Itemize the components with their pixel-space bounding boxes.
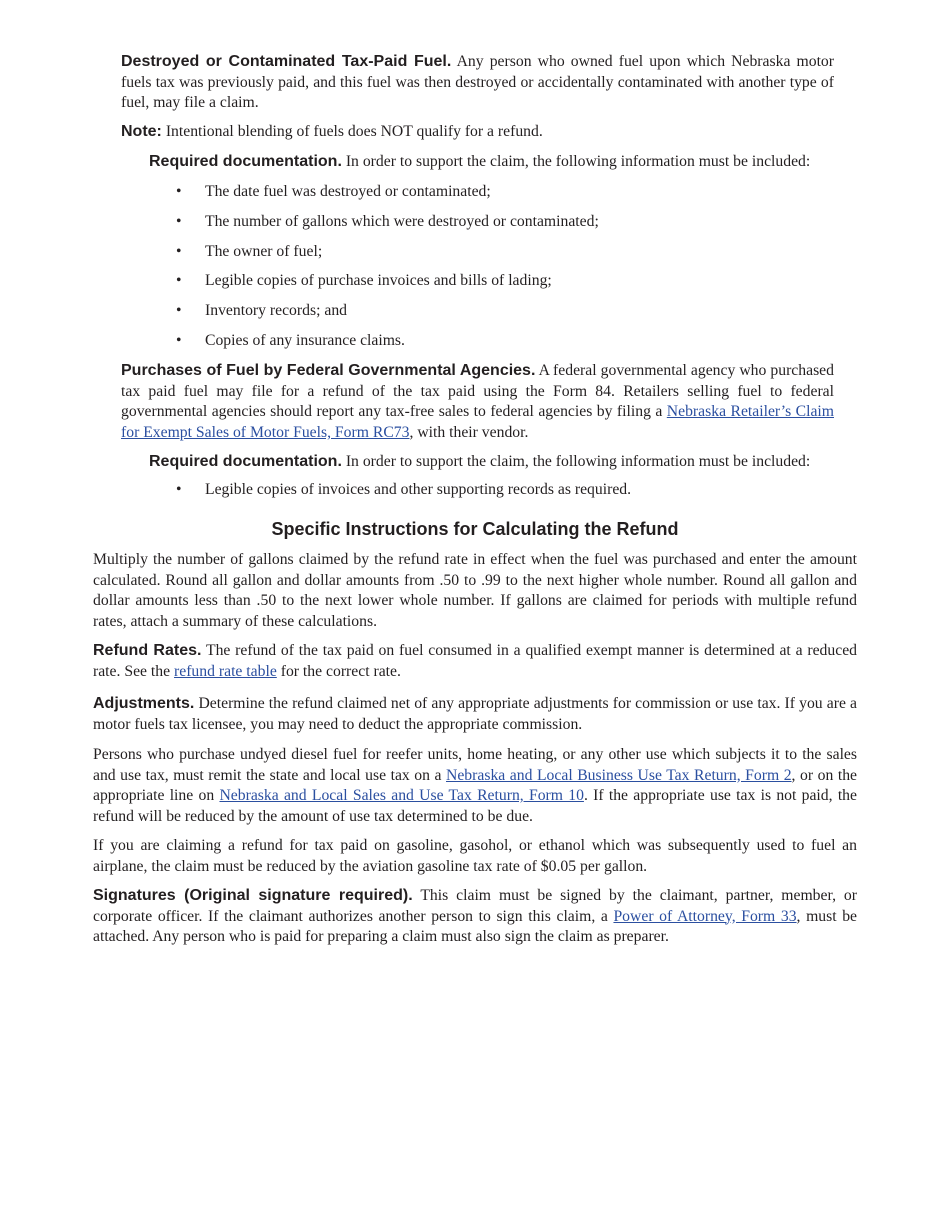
refund-rate-table-link[interactable]: refund rate table <box>174 662 277 680</box>
aviation-paragraph: If you are claiming a refund for tax paid on gasoline, gasohol, or ethanol which was subsequently used to fuel an airplane, the claim must be reduced by the aviation gasoline tax rate of $0.05 per gallon. <box>93 837 857 875</box>
multiply-paragraph: Multiply the number of gallons claimed by the refund rate in effect when the fuel was purchased and enter the amount calculated. Round all gallon and dollar amounts from .50 to .99 to the next higher whole number. Round all gallon and dollar amounts less than .50 to the next lower whole number. If gallons are claimed for periods with multiple refund rates, attach a summary of these calculations. <box>93 551 857 630</box>
list-item-text: Legible copies of invoices and other supporting records as required. <box>205 481 632 498</box>
destroyed-fuel-heading: Destroyed or Contaminated Tax-Paid Fuel. <box>121 53 452 70</box>
refund-rates-paragraph <box>93 641 857 682</box>
adjustments-paragraph <box>93 694 857 735</box>
refund-rates-text: The refund of the tax paid on fuel consumed in a qualified exempt manner is determined at a reduced rate. See the <box>93 642 858 680</box>
bullet-icon: • <box>176 302 182 319</box>
section-title: Specific Instructions for Calculating the Refund <box>271 519 679 539</box>
federal-agencies-text-after: , with their vendor. <box>409 423 529 441</box>
list-item-text: The owner of fuel; <box>205 243 323 260</box>
note-heading: Note: <box>121 123 162 140</box>
required-documentation-1 <box>149 152 869 173</box>
required-documentation-2-heading: Required documentation. <box>149 453 342 470</box>
refund-rates-heading: Refund Rates. <box>93 642 202 659</box>
list-item-text: The date fuel was destroyed or contaminated; <box>205 183 491 200</box>
list-item-text: The number of gallons which were destroyed or contaminated; <box>205 213 599 230</box>
note-paragraph <box>121 122 834 143</box>
form-10-link[interactable]: Nebraska and Local Sales and Use Tax Return, Form 10 <box>219 787 584 805</box>
bullet-icon: • <box>176 243 182 260</box>
bullet-icon: • <box>176 272 182 289</box>
bullet-icon: • <box>176 481 182 498</box>
signatures-heading: Signatures (Original signature required). <box>93 887 413 904</box>
destroyed-fuel-paragraph <box>121 52 834 114</box>
list-item-text: Legible copies of purchase invoices and bills of lading; <box>205 272 552 289</box>
persons-text-3: . If the appropriate use tax is not paid, the refund will be reduced by the amount of use tax determined to be due. <box>93 787 857 825</box>
list-item-text: Copies of any insurance claims. <box>205 332 405 349</box>
federal-agencies-text: A federal governmental agency who purchased tax paid fuel may file for a refund of the tax paid using the Form 84. Retailers selling fuel to federal governmental agencies should report any tax-free sales to federal agencies by filing a <box>121 362 834 421</box>
adjustments-text: Determine the refund claimed net of any appropriate adjustments for commission or use tax. If you are a motor fuels tax licensee, you may need to deduct the appropriate commission. <box>93 695 857 733</box>
list-item-text: Inventory records; and <box>205 302 348 319</box>
persons-paragraph <box>93 745 857 827</box>
form-2-link[interactable]: Nebraska and Local Business Use Tax Return, Form 2 <box>446 766 792 784</box>
destroyed-fuel-text: Any person who owned fuel upon which Nebraska motor fuels tax was previously paid, and this fuel was then destroyed or accidentally contaminated with another type of fuel, may file a claim. <box>121 53 834 112</box>
bullet-icon: • <box>176 332 182 349</box>
required-documentation-1-text: In order to support the claim, the following information must be included: <box>341 153 811 170</box>
federal-agencies-paragraph <box>121 361 834 443</box>
persons-text-2: , or on the appropriate line on <box>93 766 857 805</box>
form-rc73-link[interactable]: Nebraska Retailer’s Claim for Exempt Sales of Motor Fuels, Form RC73 <box>121 403 834 441</box>
bullet-icon: • <box>176 213 182 230</box>
signatures-paragraph <box>93 886 857 948</box>
refund-rates-text-after: for the correct rate. <box>276 662 401 680</box>
adjustments-heading: Adjustments. <box>93 695 195 712</box>
persons-text-1: Persons who purchase undyed diesel fuel for reefer units, home heating, or any other use which subjects it to the sales and use tax, must remit the state and local use tax on a <box>93 746 857 784</box>
signatures-text: This claim must be signed by the claimant, partner, member, or corporate officer. If the claimant authorizes another person to sign this claim, a <box>93 887 858 925</box>
signatures-text-after: , must be attached. Any person who is paid for preparing a claim must also sign the claim as preparer. <box>93 907 858 946</box>
required-documentation-2-text: In order to support the claim, the following information must be included: <box>341 453 811 470</box>
required-documentation-1-heading: Required documentation. <box>149 153 342 170</box>
bullet-icon: • <box>176 183 182 200</box>
federal-agencies-heading: Purchases of Fuel by Federal Governmental Agencies. <box>121 362 536 379</box>
required-documentation-2 <box>149 452 869 473</box>
note-text: Intentional blending of fuels does NOT qualify for a refund. <box>161 123 543 140</box>
form-33-link[interactable]: Power of Attorney, Form 33 <box>613 907 797 925</box>
